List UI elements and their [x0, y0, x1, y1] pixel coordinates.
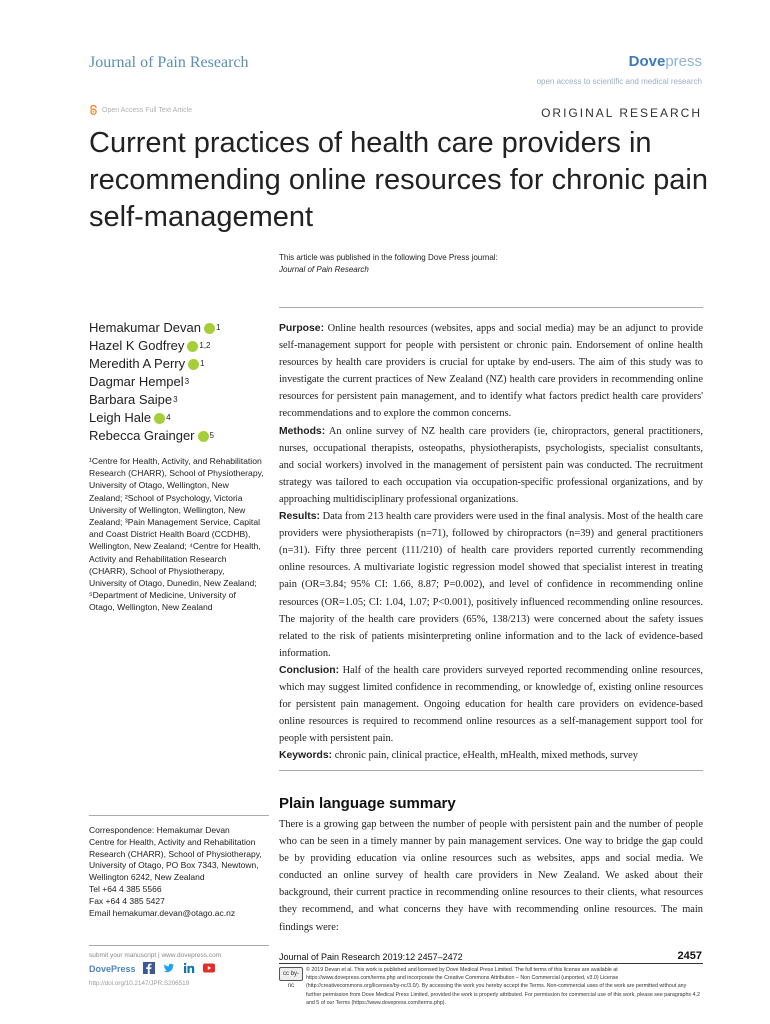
publication-note [279, 252, 498, 276]
methods-label: Methods: [279, 425, 326, 437]
orcid-icon[interactable] [198, 431, 209, 442]
brand-light: press [665, 53, 702, 70]
author-name: Dagmar Hempel [89, 374, 184, 389]
author [89, 427, 220, 445]
dovepress-footer-logo[interactable]: DovePress [89, 964, 136, 974]
conclusion-label: Conclusion: [279, 664, 340, 676]
author [89, 391, 220, 409]
results-text: Data from 213 health care providers were used in the final analysis. Most of the health care providers were physiotherapists (n=71), followed by chiropractors (n=39) and general practitioners (n=31). Fifty three percent (111/210) of health care providers reported currently recommending online resources. A multivariate logistic regression model showed that specialist interest in treating pain (OR=3.84; 95% CI: 1.66, 8.87; P=0.002), and level of confidence in recommending online resources (OR=1.05; CI: 1.04, 1.07; P<0.001), positively influenced recommending online resources. The majority of the health care providers (65%, 138/213) were concerned about the safety issues related to the risk of patients misinterpreting online information and to the lack of evidence-based information. [279, 511, 703, 659]
author [89, 373, 220, 391]
author-name: Hazel K Godfrey [89, 338, 185, 353]
purpose-text: Online health resources (websites, apps and social media) may be an adjunct to provide self-management support for people with persistent or chronic pain. Endorsement of online health resources by health care providers is crucial for uptake by end-users. The aim of this study was to investigate the current practices of New Zealand (NZ) health care providers in recommending online resources for persistent pain management, and to identify what factors predict health care providers' recommendations and to explore the common concerns. [279, 323, 703, 420]
correspondence-line: Fax +64 4 385 5427 [89, 895, 165, 906]
orcid-icon[interactable] [204, 323, 215, 334]
abstract-keywords [279, 747, 703, 764]
methods-text: An online survey of NZ health care providers (ie, chiropractors, general practitioners, nurses, occupational therapists, osteopaths, physiotherapists, psychologists, specialist consultants, and social workers) involved in the management of persistent pain was conducted. The recruitment strategy was tailored to each occupation via occupation-specific professional organizations, and by approaching multidisciplinary professional organizations. [279, 425, 703, 505]
conclusion-text: Half of the health care providers surveyed reported recommending online resources, which may suggest limited confidence in recommending, or knowledge of, existing online resources for persistent pain management. Ongoing education for health care providers on evidence-based online resources is required to recommend online resources as a self-management support tool for people with persistent pain. [279, 664, 703, 745]
keywords-label: Keywords: [279, 750, 333, 762]
orcid-icon[interactable] [154, 413, 165, 424]
page-number: 2457 [677, 950, 702, 962]
divider [279, 963, 703, 964]
author [89, 409, 220, 427]
correspondence-email[interactable]: Email hemakumar.devan@otago.ac.nz [89, 907, 236, 918]
open-access-lock-icon [89, 105, 98, 115]
author-name: Leigh Hale [89, 410, 152, 425]
divider [279, 307, 703, 308]
footer-journal-reference: Journal of Pain Research 2019:12 2457–2472 [279, 952, 463, 962]
publication-note-line: This article was published in the following Dove Press journal: [279, 253, 498, 262]
divider [279, 770, 703, 771]
correspondence-line: Tel +64 4 385 5566 [89, 883, 162, 894]
abstract-results [279, 508, 703, 662]
open-access-text: Open Access Full Text Article [102, 106, 193, 114]
plain-language-summary-heading: Plain language summary [279, 795, 456, 812]
dovepress-logo[interactable] [629, 53, 702, 70]
facebook-icon[interactable] [143, 962, 155, 974]
orcid-icon[interactable] [188, 359, 199, 370]
section-label: ORIGINAL RESEARCH [541, 106, 702, 120]
author-affiliation-sup: 3 [184, 377, 190, 386]
correspondence-line: Correspondence: Hemakumar Devan [89, 825, 230, 835]
author-name: Barbara Saipe [89, 392, 173, 407]
divider [89, 945, 269, 946]
results-label: Results: [279, 511, 320, 523]
abstract [279, 320, 703, 764]
author-name: Rebecca Grainger [89, 428, 195, 443]
author-affiliation-sup: 5 [209, 431, 214, 440]
social-links [143, 962, 215, 974]
divider [89, 815, 269, 816]
author-affiliation-sup: 4 [166, 413, 171, 422]
keywords-text: chronic pain, clinical practice, eHealth, mHealth, mixed methods, survey [334, 750, 638, 762]
affiliations: ¹Centre for Health, Activity, and Rehabilitation Research (CHARR), School of Physiotherapy, University of Otago, Wellington, New Zealand; ²School of Psychology, Victoria University of Wellington, Wellington, New Zealand; ³Pain Management Service, Capital and Coast District Health Board (CCDHB), Wellington, New Zealand; ⁴Centre for Health, Activity and Rehabilitation Research (CHARR), School of Physiotherapy, University of Otago, Dunedin, New Zealand; ⁵Department of Medicine, University of Otago, Wellington, New Zealand [89, 456, 264, 613]
author-name: Meredith A Perry [89, 356, 186, 371]
linkedin-icon[interactable] [183, 962, 195, 974]
publication-journal: Journal of Pain Research [279, 265, 369, 274]
youtube-icon[interactable] [203, 962, 215, 974]
plain-language-summary-text: There is a growing gap between the number of people with persistent pain and the number of people who can be seen in a timely manner by pain management services. One way to bridge the gap could be by providing education via online resources such as websites, apps and social media. We conducted an online survey of health care providers in New Zealand. We asked about their background, their current practice in recommending online resources to their clients, what resources they recommend, and what concerns they have with recommending online resources. The main findings were: [279, 819, 703, 933]
author [89, 337, 220, 355]
brand-bold: Dove [628, 53, 666, 70]
abstract-conclusion [279, 662, 703, 747]
correspondence-line: Centre for Health, Activity and Rehabilitation Research (CHARR), School of Physiotherapy, University of Otago, PO Box 7343, Newtown, Wellington 6242, New Zealand [89, 836, 262, 883]
twitter-icon[interactable] [163, 962, 175, 974]
submit-manuscript-link[interactable]: submit your manuscript | www.dovepress.com [89, 952, 222, 959]
abstract-methods [279, 423, 703, 508]
article-title: Current practices of health care providers in recommending online resources for chronic pain self-management [89, 127, 708, 233]
correspondence [89, 825, 269, 919]
abstract-purpose [279, 320, 703, 423]
journal-title: Journal of Pain Research [89, 54, 249, 71]
open-access-label [89, 105, 192, 115]
author-affiliation-sup: 3 [173, 395, 178, 404]
tagline: open access to scientific and medical research [536, 77, 702, 86]
purpose-label: Purpose: [279, 323, 325, 334]
author-affiliation-sup: 1 [200, 359, 205, 368]
author-affiliation-sup: 1 [216, 323, 221, 332]
author-list [89, 319, 220, 445]
license-text: © 2019 Devan et al. This work is published and licensed by Dove Medical Press Limited. The full terms of this license are available at https://www.dovepress.com/terms.php and incorporate the Creative Commons Attribution – Non Commercial (unported, v3.0) License (http://creativecommons.org/licenses/by-nc/3.0/). By accessing the work you hereby accept the Terms. Non-commercial uses of the work are permitted without any further permission from Dove Medical Press Limited, provided the work is properly attributed. For permission for commercial use of this work, please see paragraphs 4.2 and 5 of our Terms (https://www.dovepress.com/terms.php). [306, 967, 700, 1006]
doi-link[interactable]: http://doi.org/10.2147/JPR.S206519 [89, 980, 190, 987]
author-name: Hemakumar Devan [89, 320, 201, 335]
orcid-icon[interactable] [187, 341, 198, 352]
cc-license-badge[interactable]: cc by-nc [279, 967, 303, 981]
author-affiliation-sup: 1,2 [199, 341, 211, 350]
author [89, 355, 220, 373]
author [89, 319, 220, 337]
